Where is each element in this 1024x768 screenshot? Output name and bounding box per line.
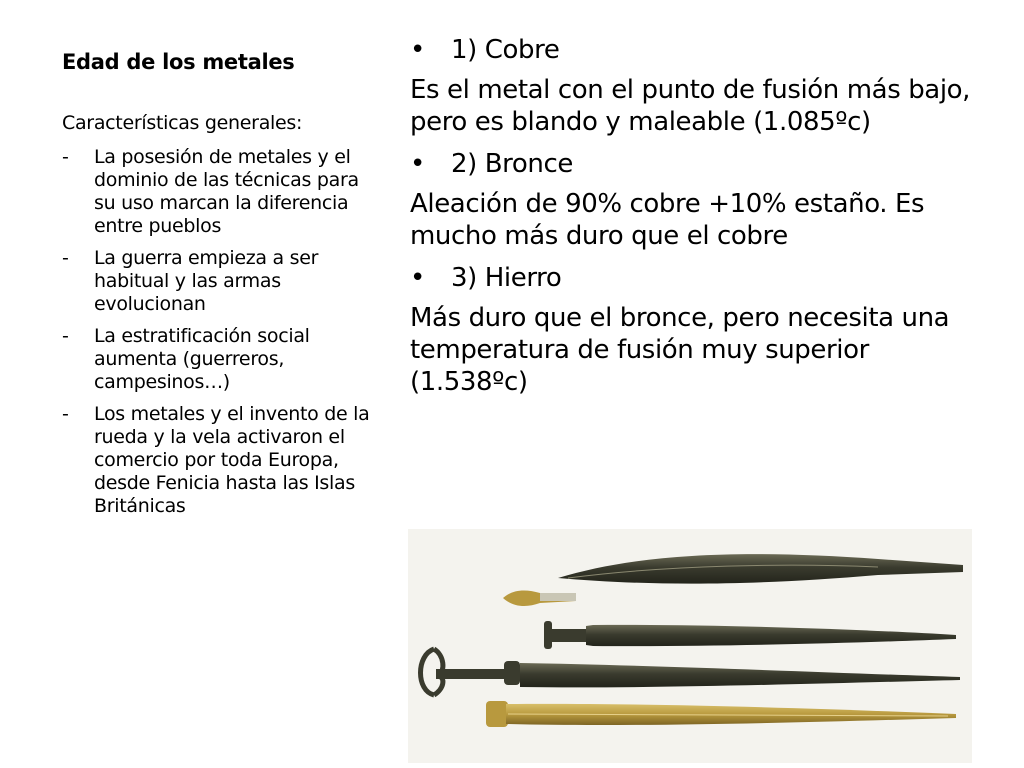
general-characteristics bbox=[62, 112, 382, 527]
metals-list bbox=[410, 34, 985, 408]
dash-marker: - bbox=[62, 325, 69, 347]
dash-marker: - bbox=[62, 403, 69, 425]
metal-label: 3) Hierro bbox=[451, 263, 562, 293]
dash-marker: - bbox=[62, 146, 69, 168]
characteristics-heading: Características generales: bbox=[62, 112, 303, 134]
list-item bbox=[62, 325, 382, 394]
bullet-marker: • bbox=[410, 149, 425, 179]
metal-description-iron: Más duro que el bronce, pero necesita una temperatura de fusión muy superior (1.538ºc) bbox=[410, 303, 950, 397]
metal-label: 1) Cobre bbox=[451, 35, 560, 65]
list-item-text: La posesión de metales y el dominio de las técnicas para su uso marcan la diferencia entre pueblos bbox=[94, 146, 359, 237]
slide-title: Edad de los metales bbox=[62, 50, 295, 74]
list-item-text: La estratificación social aumenta (guerreros, campesinos…) bbox=[94, 325, 310, 393]
list-item bbox=[62, 247, 382, 316]
list-item bbox=[62, 403, 382, 518]
dash-marker: - bbox=[62, 247, 69, 269]
characteristics-list bbox=[62, 146, 382, 518]
bullet-marker: • bbox=[410, 35, 425, 65]
metal-label-copper bbox=[410, 34, 985, 66]
bronze-age-weapons-photo bbox=[408, 529, 972, 763]
metal-label-iron bbox=[410, 262, 985, 294]
list-item-text: Los metales y el invento de la rueda y la vela activaron el comercio por toda Europa, desde Fenicia hasta las Islas Británicas bbox=[94, 403, 370, 517]
list-item-text: La guerra empieza a ser habitual y las armas evolucionan bbox=[94, 247, 319, 315]
list-item bbox=[62, 146, 382, 238]
metal-description-copper: Es el metal con el punto de fusión más bajo, pero es blando y maleable (1.085ºc) bbox=[410, 75, 971, 137]
metal-label-bronze bbox=[410, 148, 985, 180]
bullet-marker: • bbox=[410, 263, 425, 293]
metal-label: 2) Bronce bbox=[451, 149, 573, 179]
metal-description-bronze: Aleación de 90% cobre +10% estaño. Es mucho más duro que el cobre bbox=[410, 189, 925, 251]
